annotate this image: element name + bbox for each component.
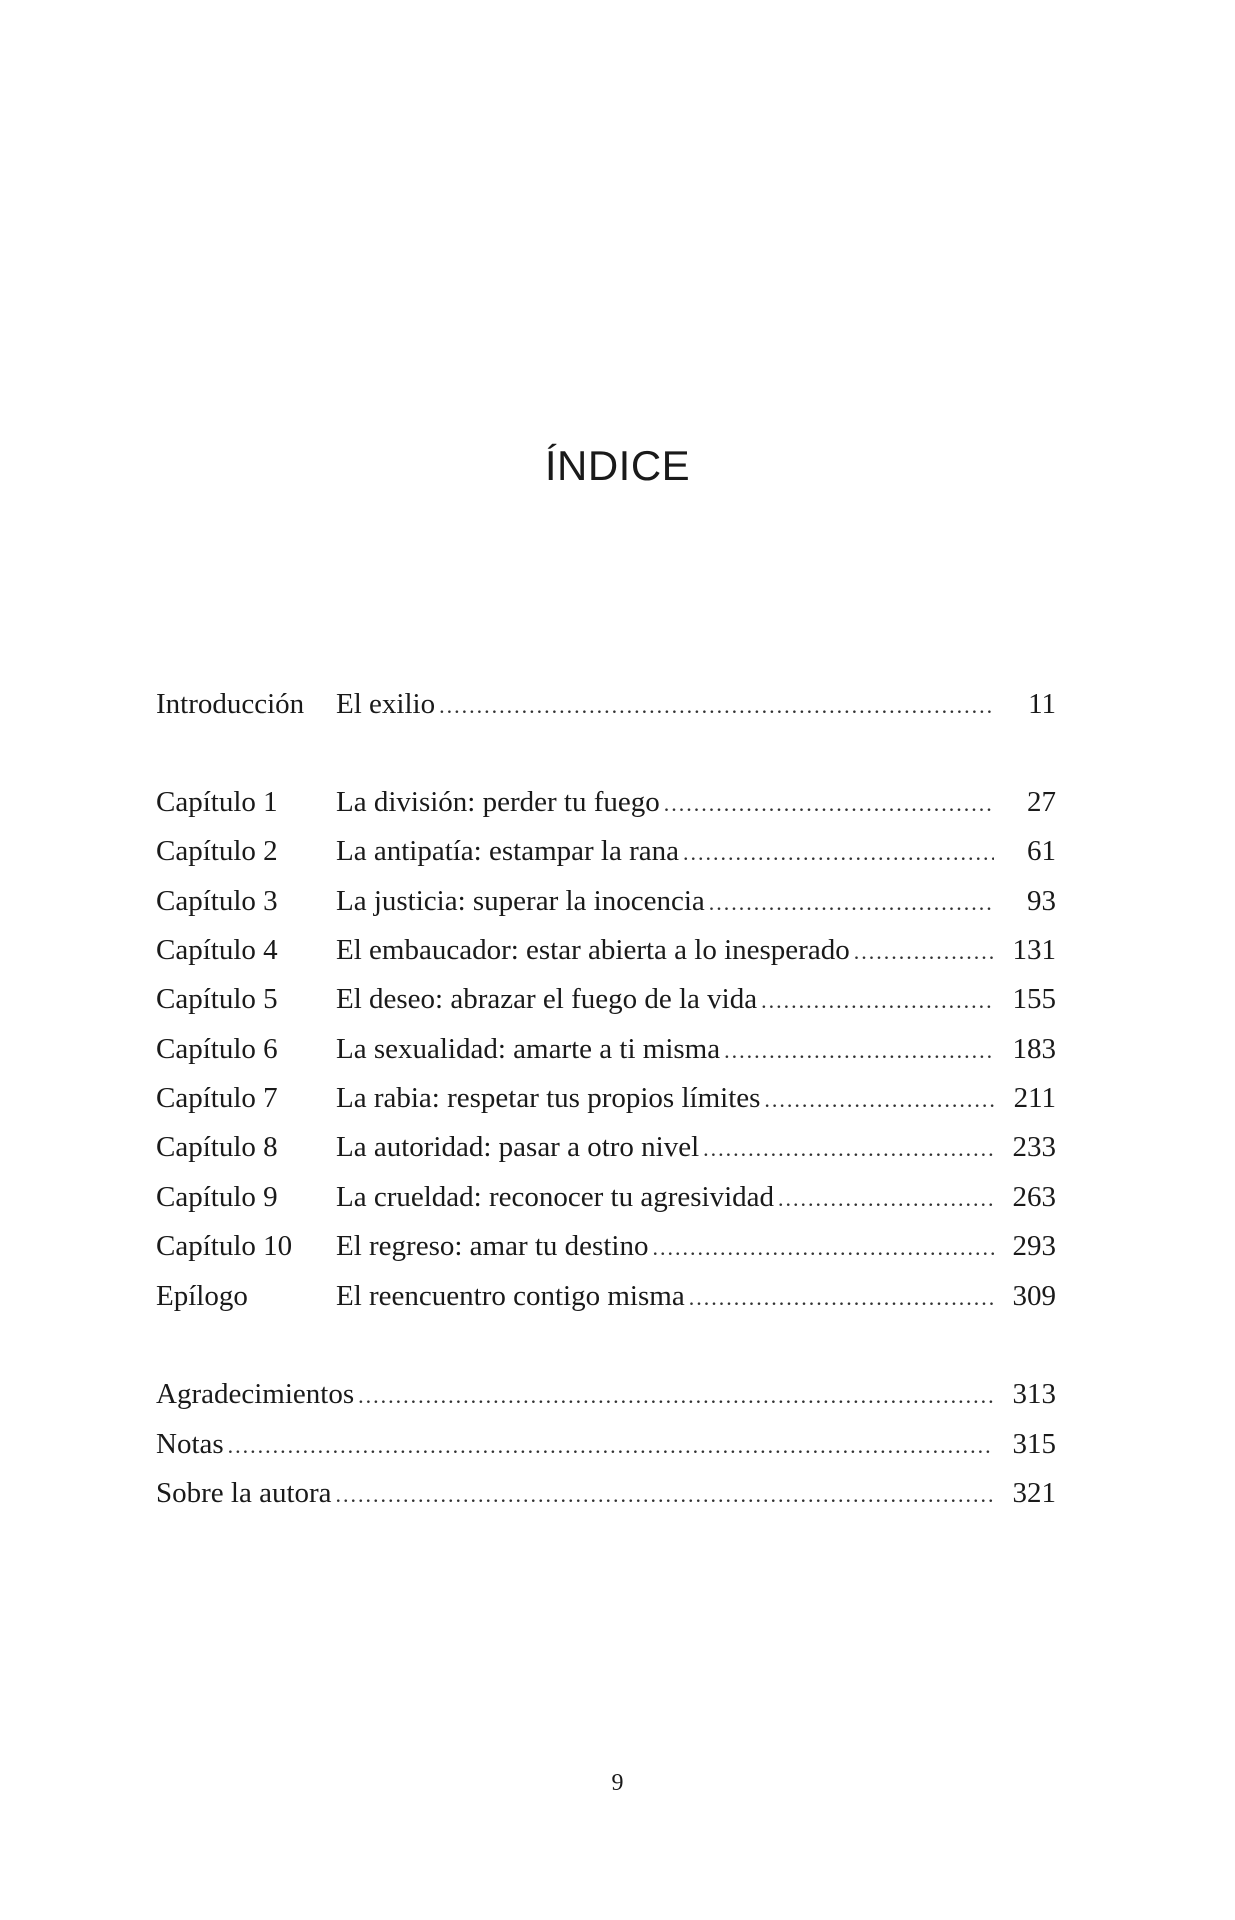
leader-dots [709, 883, 994, 923]
toc-title: El regreso: amar tu destino [336, 1230, 649, 1262]
toc-title: Agradecimientos [156, 1378, 355, 1410]
leader-dots [764, 1080, 994, 1120]
toc-title: Notas [156, 1428, 224, 1460]
toc-page: 313 [1012, 1378, 1056, 1410]
toc-title: El embaucador: estar abierta a lo inesperado [336, 934, 850, 966]
leader-dots [778, 1179, 994, 1219]
toc-row-back-matter [156, 1374, 1056, 1414]
toc-row-chapter [156, 782, 1056, 822]
leader-dots [439, 686, 994, 726]
toc-row-chapter [156, 1177, 1056, 1217]
toc-entry [156, 1424, 994, 1466]
toc-entry [336, 930, 994, 972]
toc-row-chapter [156, 831, 1056, 871]
toc-label: Capítulo 3 [156, 885, 278, 917]
toc-entry [336, 684, 994, 726]
toc-page: 131 [1012, 934, 1056, 966]
toc-title: La rabia: respetar tus propios límites [336, 1082, 761, 1114]
toc-entry [336, 782, 994, 824]
toc-row-back-matter [156, 1424, 1056, 1464]
toc-page: 61 [1027, 835, 1056, 867]
toc-page: 183 [1012, 1033, 1056, 1065]
toc-title: La crueldad: reconocer tu agresividad [336, 1181, 775, 1213]
toc-row-chapter [156, 1226, 1056, 1266]
toc-row-chapter [156, 1029, 1056, 1069]
toc-page: 11 [1028, 688, 1056, 720]
toc-label: Capítulo 10 [156, 1230, 293, 1262]
toc-page: 93 [1027, 885, 1056, 917]
toc-entry [336, 1276, 994, 1318]
leader-dots [358, 1376, 994, 1416]
leader-dots [854, 932, 994, 972]
page-number: 9 [611, 1770, 624, 1796]
toc-entry [336, 1177, 994, 1219]
leader-dots [336, 1475, 994, 1515]
toc-entry [156, 1473, 994, 1515]
toc-title: La justicia: superar la inocencia [336, 885, 705, 917]
toc-page: 293 [1012, 1230, 1056, 1262]
toc-title: La división: perder tu fuego [336, 786, 660, 818]
toc-page: 233 [1012, 1131, 1056, 1163]
leader-dots [683, 833, 994, 873]
toc-title: El reencuentro contigo misma [336, 1280, 685, 1312]
toc-title: La autoridad: pasar a otro nivel [336, 1131, 700, 1163]
toc-label: Epílogo [156, 1280, 248, 1312]
toc-label: Capítulo 2 [156, 835, 278, 867]
toc-row-chapter [156, 1078, 1056, 1118]
toc-row-chapter [156, 881, 1056, 921]
toc-row-epilogue [156, 1276, 1056, 1316]
toc-title: La sexualidad: amarte a ti misma [336, 1033, 721, 1065]
toc-entry [336, 1078, 994, 1120]
toc-title: Sobre la autora [156, 1477, 332, 1509]
toc-entry [156, 1374, 994, 1416]
toc-entry [336, 831, 994, 873]
toc-label: Capítulo 6 [156, 1033, 278, 1065]
leader-dots [228, 1426, 994, 1466]
toc-row-intro [156, 684, 1056, 724]
toc-label: Capítulo 8 [156, 1131, 278, 1163]
toc-page: 27 [1027, 786, 1056, 818]
toc-entry [336, 1226, 994, 1268]
toc-entry [336, 1127, 994, 1169]
toc-label: Capítulo 9 [156, 1181, 278, 1213]
toc-row-chapter [156, 979, 1056, 1019]
page-title: ÍNDICE [544, 442, 691, 489]
leader-dots [652, 1228, 994, 1268]
leader-dots [689, 1278, 994, 1318]
toc-row-chapter [156, 1127, 1056, 1167]
toc-row-back-matter [156, 1473, 1056, 1513]
toc-label: Capítulo 1 [156, 786, 278, 818]
toc-title: El deseo: abrazar el fuego de la vida [336, 983, 758, 1015]
toc-label: Capítulo 5 [156, 983, 278, 1015]
toc-page: 263 [1012, 1181, 1056, 1213]
toc-label: Capítulo 7 [156, 1082, 278, 1114]
toc-entry [336, 881, 994, 923]
toc-title: El exilio [336, 688, 436, 720]
toc-title: La antipatía: estampar la rana [336, 835, 679, 867]
toc-label: Capítulo 4 [156, 934, 278, 966]
toc-entry [336, 1029, 994, 1071]
toc-page: 155 [1012, 983, 1056, 1015]
leader-dots [703, 1129, 994, 1169]
leader-dots [761, 981, 994, 1021]
toc-page: 211 [1013, 1082, 1056, 1114]
leader-dots [664, 784, 994, 824]
toc-page: 315 [1012, 1428, 1056, 1460]
leader-dots [724, 1031, 994, 1071]
toc-entry [336, 979, 994, 1021]
toc-page: 309 [1012, 1280, 1056, 1312]
toc-label: Introducción [156, 688, 305, 720]
toc-row-chapter [156, 930, 1056, 970]
toc-page: 321 [1012, 1477, 1056, 1509]
